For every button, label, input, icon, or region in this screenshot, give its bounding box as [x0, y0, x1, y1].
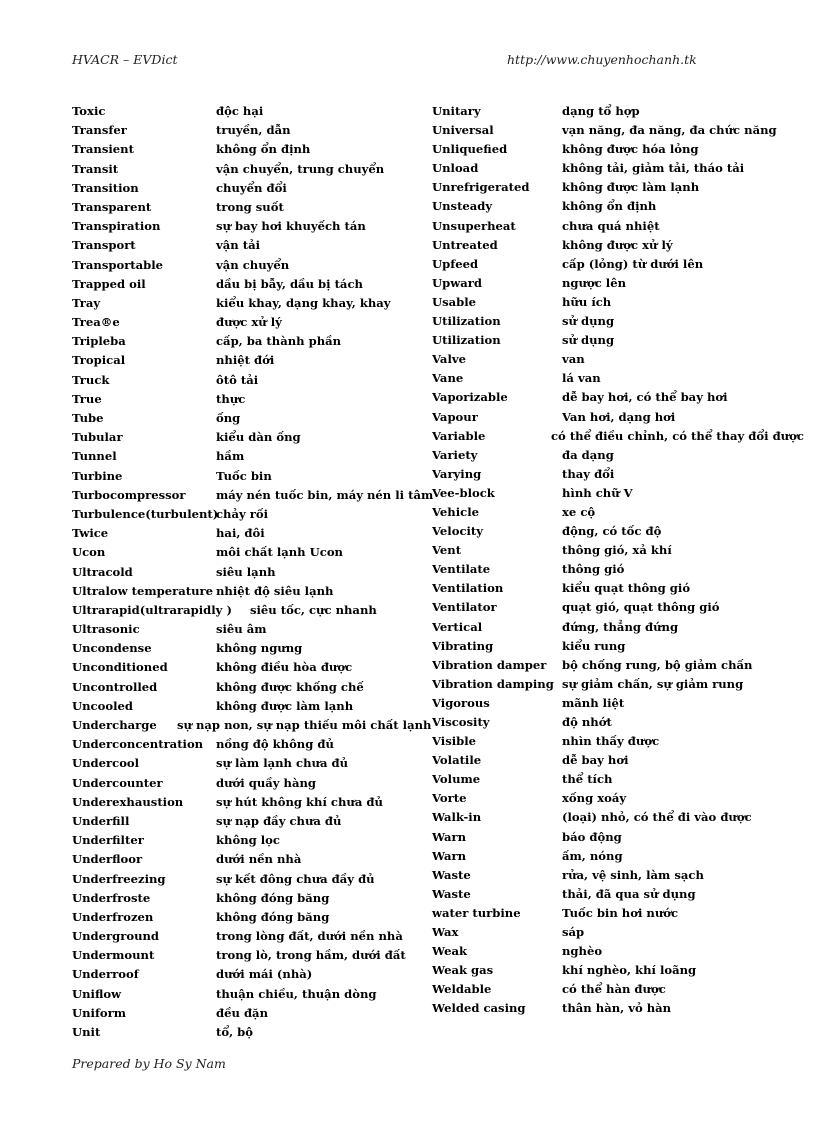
entry-term: Variable — [432, 428, 486, 443]
glossary-entry — [432, 637, 792, 656]
entry-term: Transient — [72, 142, 134, 157]
entry-term: Underconcentration — [72, 737, 204, 752]
entry-term: Valve — [432, 352, 466, 367]
entry-term: Uncontrolled — [72, 679, 158, 694]
entry-term: Weak — [432, 944, 467, 959]
entry-term: Velocity — [432, 524, 483, 539]
entry-definition: thuận chiều, thuận dòng — [216, 986, 377, 1001]
glossary-entry — [432, 197, 792, 216]
entry-definition: dễ bay hơi — [562, 753, 629, 768]
entry-definition: bộ chống rung, bộ giảm chấn — [562, 657, 753, 672]
glossary-entry — [72, 217, 432, 236]
glossary-entry — [432, 560, 792, 579]
glossary-entry — [72, 294, 432, 313]
entry-term: Unconditioned — [72, 660, 168, 675]
entry-term: Ucon — [72, 545, 106, 560]
footer-author: Prepared by Ho Sy Nam — [72, 1056, 226, 1071]
glossary-entry — [72, 179, 432, 198]
glossary-entry — [72, 774, 432, 793]
entry-term: Underexhaustion — [72, 794, 184, 809]
entry-term: Viscosity — [432, 715, 490, 729]
entry-definition: sự làm lạnh chưa đủ — [216, 756, 349, 771]
entry-definition: sử dụng — [562, 314, 615, 329]
entry-definition: không được làm lạnh — [562, 180, 700, 195]
entry-definition: máy nén tuốc bin, máy nén li tâm — [216, 487, 434, 502]
entry-definition: ống — [216, 411, 241, 425]
glossary-entry — [72, 716, 432, 735]
entry-term: Underfilter — [72, 833, 144, 848]
entry-definition: lá van — [562, 371, 601, 386]
entry-definition: hình chữ V — [562, 485, 633, 500]
entry-term: Ventilator — [432, 600, 497, 615]
entry-definition: sáp — [562, 925, 585, 940]
entry-term: Waste — [432, 867, 471, 882]
entry-term: Uniflow — [72, 986, 122, 1001]
glossary-entry — [432, 446, 792, 465]
glossary-entry — [72, 1023, 432, 1042]
entry-term: Unsteady — [432, 199, 493, 214]
glossary-entry — [432, 999, 792, 1018]
entry-term: Vehicle — [432, 504, 479, 519]
entry-definition: Van hơi, dạng hơi — [562, 409, 676, 424]
glossary-entry — [432, 751, 792, 770]
glossary-entry — [72, 524, 432, 543]
entry-term: Trea®e — [72, 315, 120, 330]
entry-term: Truck — [72, 372, 110, 387]
entry-term: Variety — [432, 447, 478, 462]
entry-definition: đứng, thẳng đứng — [562, 619, 679, 634]
glossary-entry — [432, 369, 792, 388]
entry-term: Underfreezing — [72, 871, 166, 886]
glossary-entry — [432, 388, 792, 407]
entry-definition: không điều hòa được — [216, 660, 353, 675]
entry-definition: không đóng băng — [216, 890, 330, 905]
glossary-entry — [432, 178, 792, 197]
glossary-entry — [432, 789, 792, 808]
entry-term: Turbine — [72, 468, 123, 483]
entry-term: Utilization — [432, 314, 501, 329]
glossary-entry — [432, 408, 792, 427]
glossary-entry — [432, 579, 792, 598]
entry-definition: nhiệt đới — [216, 353, 275, 368]
glossary-entry — [72, 831, 432, 850]
glossary-entry — [72, 658, 432, 677]
entry-term: Undercool — [72, 756, 140, 771]
entry-definition: không ổn định — [562, 199, 657, 214]
entry-definition: xe cộ — [562, 504, 596, 519]
entry-term: Unitary — [432, 104, 481, 118]
entry-term: Walk-in — [432, 810, 482, 825]
glossary-entry — [72, 812, 432, 831]
glossary-entry — [432, 121, 792, 140]
glossary-entry — [432, 312, 792, 331]
entry-definition: sự giảm chấn, sự giảm rung — [562, 676, 744, 691]
glossary-entry — [72, 543, 432, 562]
entry-definition: thông gió, xả khí — [562, 543, 672, 558]
entry-term: Transfer — [72, 123, 127, 138]
entry-definition: không được xử lý — [562, 237, 673, 252]
glossary-column-right — [432, 102, 804, 1019]
entry-definition: hữu ích — [562, 294, 612, 309]
glossary-entry — [72, 908, 432, 927]
entry-definition: dạng tổ hợp — [562, 104, 640, 118]
glossary-entry — [72, 198, 432, 217]
entry-definition: thải, đã qua sử dụng — [562, 886, 696, 901]
glossary-entry — [72, 390, 432, 409]
entry-term: Visible — [432, 734, 477, 749]
entry-term: Toxic — [72, 104, 106, 118]
entry-term: Unload — [432, 161, 479, 176]
entry-term: Untreated — [432, 237, 498, 252]
entry-term: Vibration damping — [432, 676, 554, 691]
glossary-entry — [72, 889, 432, 908]
glossary-entry — [432, 980, 792, 999]
entry-definition: (loại) nhỏ, có thể đi vào được — [562, 810, 752, 825]
glossary-entry — [72, 371, 432, 390]
entry-definition: thay đổi — [562, 466, 615, 481]
glossary-column-left — [72, 102, 432, 1042]
entry-definition: ấm, nóng — [562, 848, 623, 863]
entry-term: Vorte — [432, 791, 467, 806]
glossary-entry — [72, 256, 432, 275]
glossary-entry — [432, 159, 792, 178]
entry-definition: siêu âm — [216, 622, 267, 637]
entry-definition: vận chuyển, trung chuyển — [216, 161, 385, 176]
glossary-entry — [432, 713, 792, 732]
entry-definition: thể tích — [562, 772, 613, 787]
entry-definition: thân hàn, vỏ hàn — [562, 1001, 672, 1016]
entry-term: Vane — [432, 371, 464, 386]
entry-term: Tray — [72, 295, 101, 310]
entry-definition: vận chuyển — [216, 257, 290, 272]
entry-definition: báo động — [562, 829, 622, 844]
entry-term: Volatile — [432, 753, 482, 768]
entry-term: Unliquefied — [432, 142, 508, 157]
glossary-entry — [432, 484, 792, 503]
glossary-entry — [72, 678, 432, 697]
entry-term: Welded casing — [432, 1001, 526, 1016]
entry-definition: Tuốc bin hơi nước — [562, 905, 679, 920]
entry-term: Usable — [432, 294, 477, 309]
entry-definition: trong suốt — [216, 199, 284, 214]
entry-term: Universal — [432, 123, 494, 138]
glossary-entry — [432, 618, 792, 637]
entry-definition: không ổn định — [216, 142, 311, 157]
entry-definition: dưới mái (nhà) — [216, 967, 313, 982]
entry-definition: môi chất lạnh Ucon — [216, 545, 343, 560]
glossary-entry — [72, 409, 432, 428]
entry-term: Varying — [432, 466, 482, 481]
entry-definition: không ngưng — [216, 641, 303, 656]
entry-term: Underfrozen — [72, 909, 154, 924]
glossary-entry — [432, 522, 792, 541]
glossary-entry — [432, 923, 792, 942]
entry-definition: khí nghèo, khí loãng — [562, 963, 697, 978]
entry-definition: nhiệt độ siêu lạnh — [216, 583, 334, 598]
entry-definition: sự nạp đầy chưa đủ — [216, 813, 342, 828]
glossary-entry — [72, 793, 432, 812]
glossary-entry — [72, 946, 432, 965]
entry-definition: sự bay hơi khuyếch tán — [216, 219, 366, 234]
glossary-entry — [432, 541, 792, 560]
entry-definition: hầm — [216, 449, 245, 464]
entry-term: Turbocompressor — [72, 487, 186, 502]
entry-term: True — [72, 391, 102, 406]
glossary-entry — [432, 140, 792, 159]
entry-term: Twice — [72, 526, 109, 541]
entry-definition: sự kết đông chưa đầy đủ — [216, 871, 375, 886]
entry-definition: kiểu quạt thông gió — [562, 581, 691, 596]
glossary-entry — [72, 428, 432, 447]
glossary-entry — [72, 140, 432, 159]
glossary-entry — [72, 927, 432, 946]
entry-term: Vigorous — [432, 695, 490, 710]
entry-term: Underfloor — [72, 852, 143, 867]
entry-term: Weak gas — [432, 963, 494, 978]
glossary-entry — [72, 275, 432, 294]
entry-term: Turbulence(turbulent) — [72, 506, 219, 521]
entry-definition: không lọc — [216, 833, 280, 848]
entry-term: Warn — [432, 848, 467, 863]
entry-definition: trong lò, trong hầm, dưới đất — [216, 948, 406, 963]
entry-term: Undercharge — [72, 718, 157, 732]
glossary-entry — [72, 351, 432, 370]
entry-definition: độc hại — [216, 104, 264, 118]
glossary-entry — [432, 465, 792, 484]
glossary-entry — [72, 467, 432, 486]
entry-term: Vibration damper — [432, 657, 547, 672]
entry-term: Vertical — [432, 619, 483, 634]
entry-definition: xống xoáy — [562, 791, 627, 806]
entry-term: Vent — [432, 543, 462, 558]
entry-definition: được xử lý — [216, 315, 282, 330]
entry-term: Undermount — [72, 948, 155, 963]
entry-term: Tripleba — [72, 334, 126, 349]
entry-term: Waste — [432, 886, 471, 901]
glossary-entry — [432, 331, 792, 350]
entry-term: Uncooled — [72, 698, 133, 713]
entry-term: Vibrating — [432, 638, 494, 653]
glossary-entry — [72, 870, 432, 889]
entry-definition: ngược lên — [562, 275, 627, 290]
entry-definition: không được khống chế — [216, 679, 364, 694]
entry-term: Tube — [72, 411, 104, 425]
glossary-entry — [432, 427, 804, 446]
entry-term: Underfroste — [72, 890, 151, 905]
entry-term: Underfill — [72, 813, 130, 828]
entry-definition: siêu lạnh — [216, 564, 276, 579]
entry-term: Vaporizable — [432, 390, 508, 405]
entry-term: Transition — [72, 180, 139, 195]
entry-term: Ultralow temperature — [72, 583, 214, 598]
glossary-entry — [432, 866, 792, 885]
entry-term: Upward — [432, 275, 482, 290]
glossary-entry — [432, 236, 792, 255]
entry-term: Uncondense — [72, 641, 152, 656]
entry-term: Transportable — [72, 257, 164, 272]
glossary-entry — [72, 102, 432, 121]
entry-definition: kiểu khay, dạng khay, khay — [216, 295, 391, 310]
glossary-entry — [72, 601, 432, 620]
glossary-entry — [72, 985, 432, 1004]
entry-term: Tunnel — [72, 449, 117, 464]
entry-definition: có thể điều chỉnh, có thể thay đổi được — [551, 428, 804, 443]
entry-definition: truyền, dẫn — [216, 123, 291, 138]
entry-term: Trapped oil — [72, 276, 146, 291]
header-doc-title: HVACR – EVDict — [72, 52, 178, 67]
entry-definition: sự nạp non, sự nạp thiếu môi chất lạnh — [177, 718, 432, 732]
glossary-entry — [72, 121, 432, 140]
glossary-entry — [432, 350, 792, 369]
entry-definition: nồng độ không đủ — [216, 737, 334, 752]
glossary-entry — [72, 582, 432, 601]
glossary-entry — [72, 332, 432, 351]
entry-definition: siêu tốc, cực nhanh — [250, 602, 377, 617]
entry-definition: thông gió — [562, 562, 625, 577]
glossary-entry — [432, 675, 792, 694]
entry-term: Tubular — [72, 430, 123, 445]
entry-term: Transport — [72, 238, 136, 253]
entry-term: Underground — [72, 929, 160, 944]
glossary-entry — [432, 770, 792, 789]
glossary-entry — [432, 885, 792, 904]
entry-term: Volume — [432, 772, 481, 787]
glossary-entry — [432, 904, 792, 923]
entry-term: Weldable — [432, 982, 492, 997]
glossary-entry — [432, 255, 792, 274]
glossary-entry — [72, 1004, 432, 1023]
entry-term: Vee-block — [432, 485, 495, 500]
glossary-entry — [72, 697, 432, 716]
entry-definition: cấp, ba thành phần — [216, 334, 342, 349]
entry-definition: chuyển đổi — [216, 180, 287, 195]
glossary-entry — [432, 828, 792, 847]
entry-term: Unrefrigerated — [432, 180, 530, 195]
glossary-entry — [72, 754, 432, 773]
glossary-entry — [432, 102, 792, 121]
entry-definition: chưa quá nhiệt — [562, 218, 660, 233]
header-url: http://www.chuyenhochanh.tk — [507, 52, 697, 67]
entry-definition: Tuốc bin — [216, 468, 272, 483]
glossary-entry — [432, 274, 792, 293]
entry-definition: vạn năng, đa năng, đa chức năng — [562, 123, 777, 138]
entry-term: Ultrasonic — [72, 622, 140, 637]
entry-term: Tropical — [72, 353, 126, 368]
entry-term: Uniform — [72, 1005, 127, 1020]
entry-definition: tổ, bộ — [216, 1025, 254, 1039]
glossary-entry — [432, 293, 792, 312]
glossary-entry — [432, 961, 792, 980]
entry-definition: dưới quầy hàng — [216, 775, 317, 790]
entry-definition: dầu bị bẫy, dầu bị tách — [216, 276, 363, 291]
glossary-entry — [72, 850, 432, 869]
entry-definition: trong lòng đất, dưới nền nhà — [216, 929, 403, 944]
entry-definition: không được hóa lỏng — [562, 142, 699, 157]
glossary-entry — [72, 563, 432, 582]
entry-term: Underroof — [72, 967, 139, 982]
entry-definition: nhìn thấy được — [562, 734, 660, 749]
glossary-entry — [72, 160, 432, 179]
entry-definition: đều đặn — [216, 1005, 268, 1020]
entry-definition: cấp (lỏng) từ dưới lên — [562, 256, 704, 271]
entry-definition: đa dạng — [562, 447, 614, 462]
glossary-entry — [72, 236, 432, 255]
glossary-entry — [432, 217, 792, 236]
entry-definition: hai, đôi — [216, 526, 265, 541]
glossary-entry — [432, 847, 792, 866]
entry-definition: chảy rối — [216, 506, 269, 521]
entry-definition: kiểu dàn ống — [216, 430, 301, 445]
glossary-entry — [432, 656, 792, 675]
entry-definition: rửa, vệ sinh, làm sạch — [562, 867, 704, 882]
entry-definition: độ nhớt — [562, 715, 612, 729]
glossary-entry — [432, 503, 792, 522]
entry-definition: không tải, giảm tải, tháo tải — [562, 161, 745, 176]
glossary-entry — [432, 808, 792, 827]
entry-term: Transit — [72, 161, 119, 176]
entry-term: Transpiration — [72, 219, 161, 234]
entry-term: Unsuperheat — [432, 218, 516, 233]
entry-definition: sự hút không khí chưa đủ — [216, 794, 383, 809]
entry-definition: dưới nền nhà — [216, 852, 302, 867]
entry-definition: mãnh liệt — [562, 695, 625, 710]
entry-term: Utilization — [432, 333, 501, 348]
entry-definition: kiểu rung — [562, 638, 626, 653]
entry-term: Vapour — [432, 409, 478, 424]
entry-term: Transparent — [72, 199, 152, 214]
entry-term: Ventilate — [432, 562, 491, 577]
entry-term: Ventilation — [432, 581, 504, 596]
glossary-entry — [72, 447, 432, 466]
entry-definition: van — [562, 352, 585, 367]
entry-term: Ultracold — [72, 564, 133, 579]
entry-definition: sử dụng — [562, 333, 615, 348]
glossary-entry — [432, 942, 792, 961]
entry-definition: quạt gió, quạt thông gió — [562, 600, 720, 615]
entry-term: Upfeed — [432, 256, 479, 271]
entry-term: Undercounter — [72, 775, 163, 790]
entry-term: Warn — [432, 829, 467, 844]
glossary-entry — [432, 732, 792, 751]
entry-definition: không đóng băng — [216, 909, 330, 924]
glossary-entry — [72, 505, 432, 524]
entry-definition: ôtô tải — [216, 372, 259, 387]
glossary-entry — [72, 639, 432, 658]
entry-term: water turbine — [432, 905, 521, 920]
glossary-entry — [432, 598, 792, 617]
entry-definition: động, có tốc độ — [562, 524, 662, 539]
entry-definition: nghèo — [562, 944, 603, 959]
entry-term: Wax — [432, 925, 459, 940]
glossary-entry — [432, 694, 792, 713]
entry-definition: dễ bay hơi, có thể bay hơi — [562, 390, 728, 405]
entry-definition: không được làm lạnh — [216, 698, 354, 713]
glossary-entry — [72, 965, 432, 984]
entry-term: Unit — [72, 1025, 101, 1039]
glossary-entry — [72, 313, 432, 332]
glossary-entry — [72, 735, 432, 754]
entry-definition: vận tải — [216, 238, 260, 253]
entry-definition: có thể hàn được — [562, 982, 666, 997]
entry-definition: thực — [216, 391, 246, 406]
glossary-entry — [72, 620, 432, 639]
entry-term: Ultrarapid(ultrarapidly ) — [72, 602, 232, 617]
glossary-entry — [72, 486, 432, 505]
